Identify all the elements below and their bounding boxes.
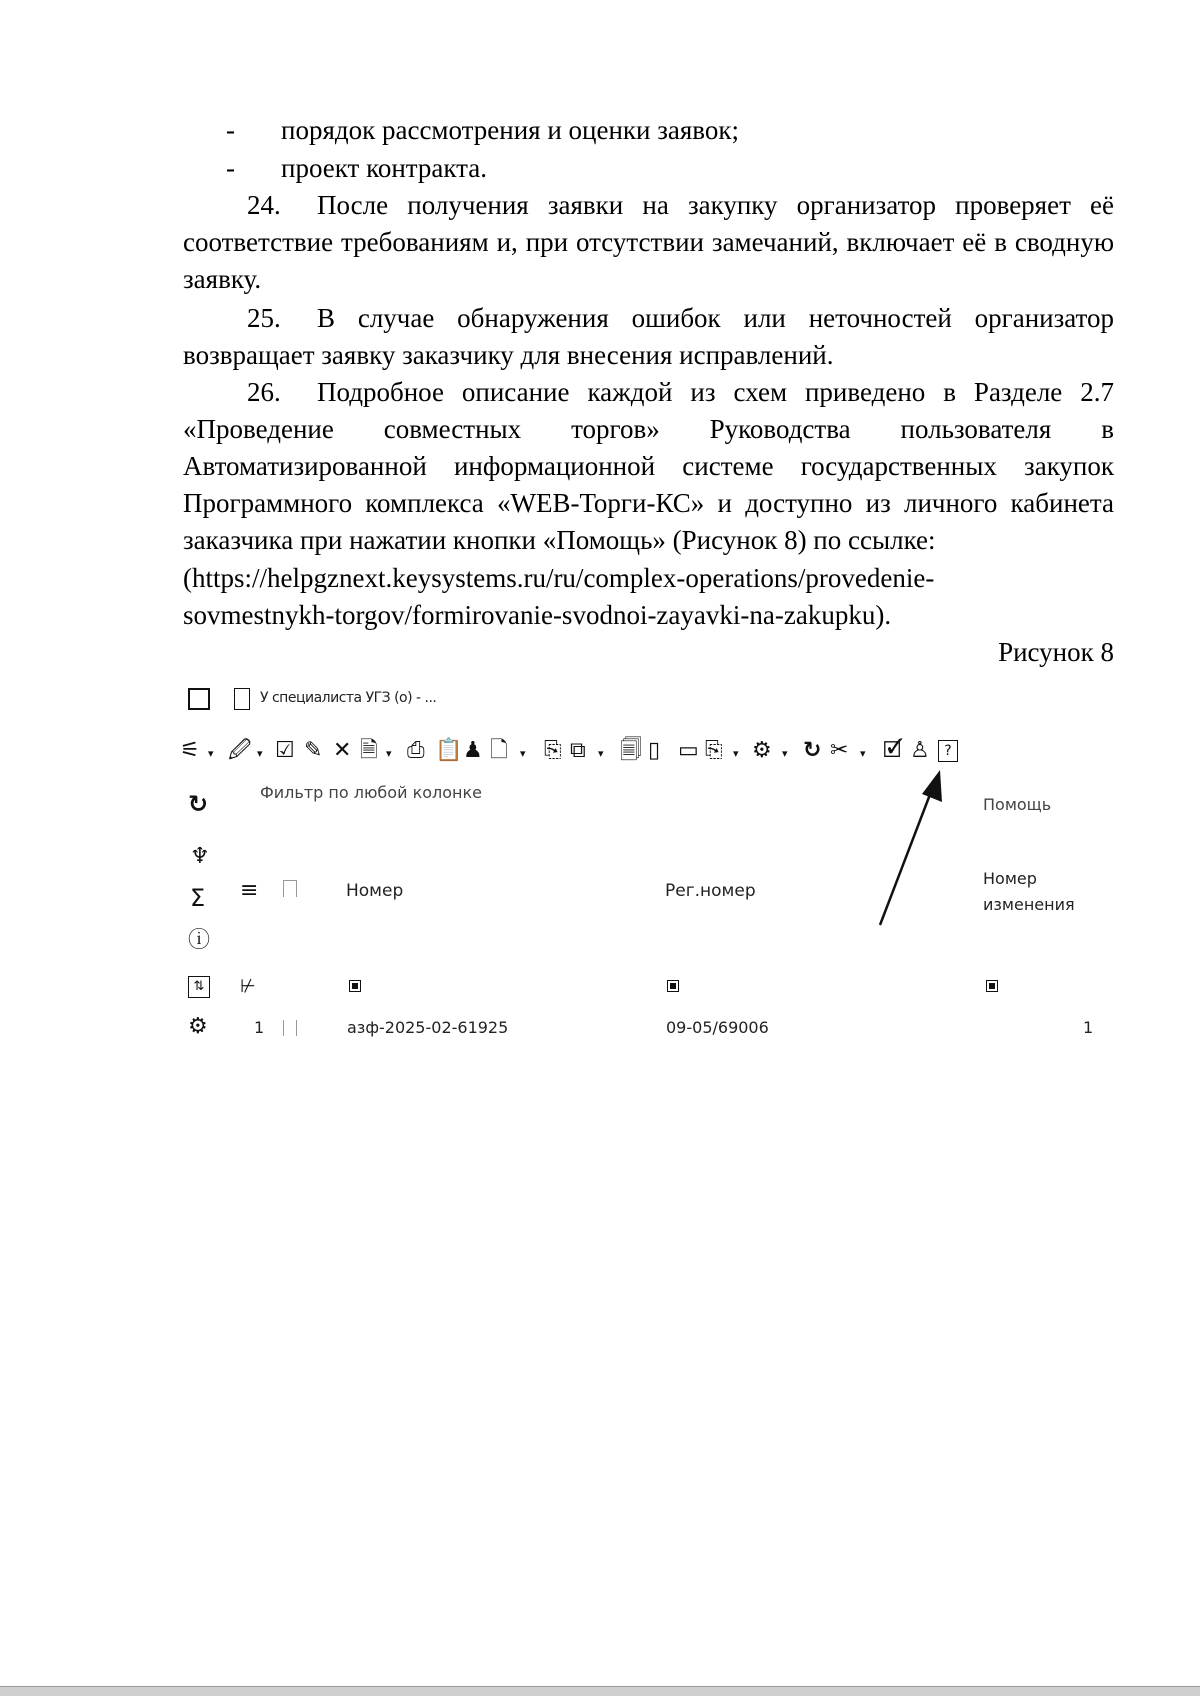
filter-input[interactable]: Фильтр по любой колонке — [260, 783, 482, 802]
gear-icon[interactable]: ⚙ — [752, 738, 772, 763]
bullet-item: порядок рассмотрения и оценки заявок; — [281, 115, 739, 145]
row-settings-icon[interactable]: ⚙ — [188, 1014, 208, 1039]
row-checkbox[interactable] — [283, 1020, 297, 1036]
column-header-number[interactable]: Номер — [346, 881, 404, 901]
tools-icon[interactable]: ✂ — [830, 738, 849, 763]
bullet-marker: - — [226, 115, 235, 145]
refresh-icon[interactable]: ↻ — [188, 790, 209, 818]
tab-title[interactable]: У специалиста УГЗ (о) - ... — [260, 690, 437, 706]
clipboard-icon[interactable]: 📋 — [435, 738, 463, 763]
document-icon — [234, 688, 250, 710]
paragraph-text: После получения заявки на закупку организатор проверяет её соответствие требованиям и, при отсутствии замечаний, включает её в сводную заявку. — [183, 190, 1114, 294]
select-all-checkbox[interactable] — [283, 880, 297, 897]
clear-filter-icon[interactable]: ⊬ — [240, 976, 256, 997]
lamp-icon[interactable]: ♆ — [190, 844, 210, 869]
blank-document-icon[interactable]: 🗋 — [490, 738, 508, 763]
figure-caption: Рисунок 8 — [998, 637, 1114, 667]
window-checkbox-icon[interactable] — [188, 688, 210, 710]
sum-icon[interactable]: Σ — [190, 884, 206, 912]
blank-page-icon[interactable]: ▯ — [648, 738, 661, 763]
document-list-icon[interactable]: 🗐 — [620, 738, 642, 763]
annotation-arrow-icon — [870, 770, 950, 930]
filter-reg-number-icon[interactable] — [667, 980, 679, 992]
document-arrow-icon[interactable]: ⎘ — [705, 738, 723, 763]
chevron-down-icon[interactable]: ▾ — [598, 747, 604, 760]
page-icon[interactable]: ▭ — [678, 738, 699, 763]
chevron-down-icon[interactable]: ▾ — [257, 747, 263, 760]
refresh-icon[interactable]: ↻ — [803, 738, 822, 763]
chevron-down-icon[interactable]: ▾ — [860, 747, 866, 760]
chevron-down-icon[interactable]: ▾ — [208, 747, 214, 760]
approve-document-icon[interactable]: 🗹 — [883, 738, 903, 763]
filter-settings-icon[interactable]: ⚟ — [180, 738, 200, 763]
document-arrow-icon[interactable]: ⎘ — [544, 738, 562, 763]
column-header-change-number-line2[interactable]: изменения — [983, 895, 1075, 914]
bullet-marker: - — [226, 153, 235, 183]
menu-icon[interactable]: ≡ — [240, 878, 259, 903]
chevron-down-icon[interactable]: ▾ — [782, 747, 788, 760]
check-document-icon[interactable]: ☑ — [275, 738, 295, 763]
user-icon[interactable]: ♟ — [463, 738, 483, 763]
close-icon[interactable]: ✕ — [333, 738, 352, 763]
column-header-change-number[interactable]: Номер — [983, 869, 1037, 888]
row-index: 1 — [254, 1018, 265, 1037]
help-label[interactable]: Помощь — [983, 795, 1052, 814]
bullet-item: проект контракта. — [281, 153, 488, 183]
chevron-down-icon[interactable]: ▾ — [386, 747, 392, 760]
printer-icon[interactable]: ⎙ — [407, 738, 425, 763]
column-header-reg-number[interactable]: Рег.номер — [665, 881, 756, 901]
user-info-icon[interactable]: ♙ — [910, 738, 930, 763]
chevron-down-icon[interactable]: ▾ — [520, 747, 526, 760]
filter-change-number-icon[interactable] — [986, 980, 998, 992]
paragraph-number: 25. — [247, 303, 281, 333]
help-link-continued[interactable]: sovmestnykh-torgov/formirovanie-svodnoi-zayavki-na-zakupku). — [183, 600, 892, 630]
cell-change-number[interactable]: 1 — [1083, 1018, 1094, 1037]
pencil-icon[interactable]: ✎ — [304, 738, 323, 763]
document-export-icon[interactable]: 🗎 — [360, 738, 378, 763]
paragraph-text: В случае обнаружения ошибок или неточностей организатор возвращает заявку заказчику для внесения исправлений. — [183, 303, 1114, 370]
copy-icon[interactable]: ⧉ — [570, 738, 586, 763]
filter-number-icon[interactable] — [349, 980, 361, 992]
cell-reg-number[interactable]: 09-05/69006 — [666, 1018, 769, 1037]
paragraph-text: Подробное описание каждой из схем приведено в Разделе 2.7 «Проведение совместных торгов» Руководства пользователя в Автоматизированной информационной системе государственных закупок Программного комплекса «WEB-Торги-КС» и доступно из личного кабинета заказчика при нажатии кнопки «Помощь» (Рисунок 8) по ссылке: — [183, 377, 1114, 555]
paragraph-number: 24. — [247, 190, 281, 220]
help-icon[interactable]: ? — [938, 740, 958, 762]
edit-document-icon[interactable]: 🖉 — [228, 738, 252, 763]
cell-number[interactable]: азф-2025-02-61925 — [347, 1018, 509, 1037]
help-link[interactable]: (https://helpgznext.keysystems.ru/ru/complex-operations/provedenie- — [183, 563, 935, 593]
paragraph-number: 26. — [247, 377, 281, 407]
info-icon[interactable]: ⓘ — [188, 928, 211, 953]
chevron-down-icon[interactable]: ▾ — [733, 747, 739, 760]
sort-icon[interactable]: ⇅ — [188, 976, 210, 998]
